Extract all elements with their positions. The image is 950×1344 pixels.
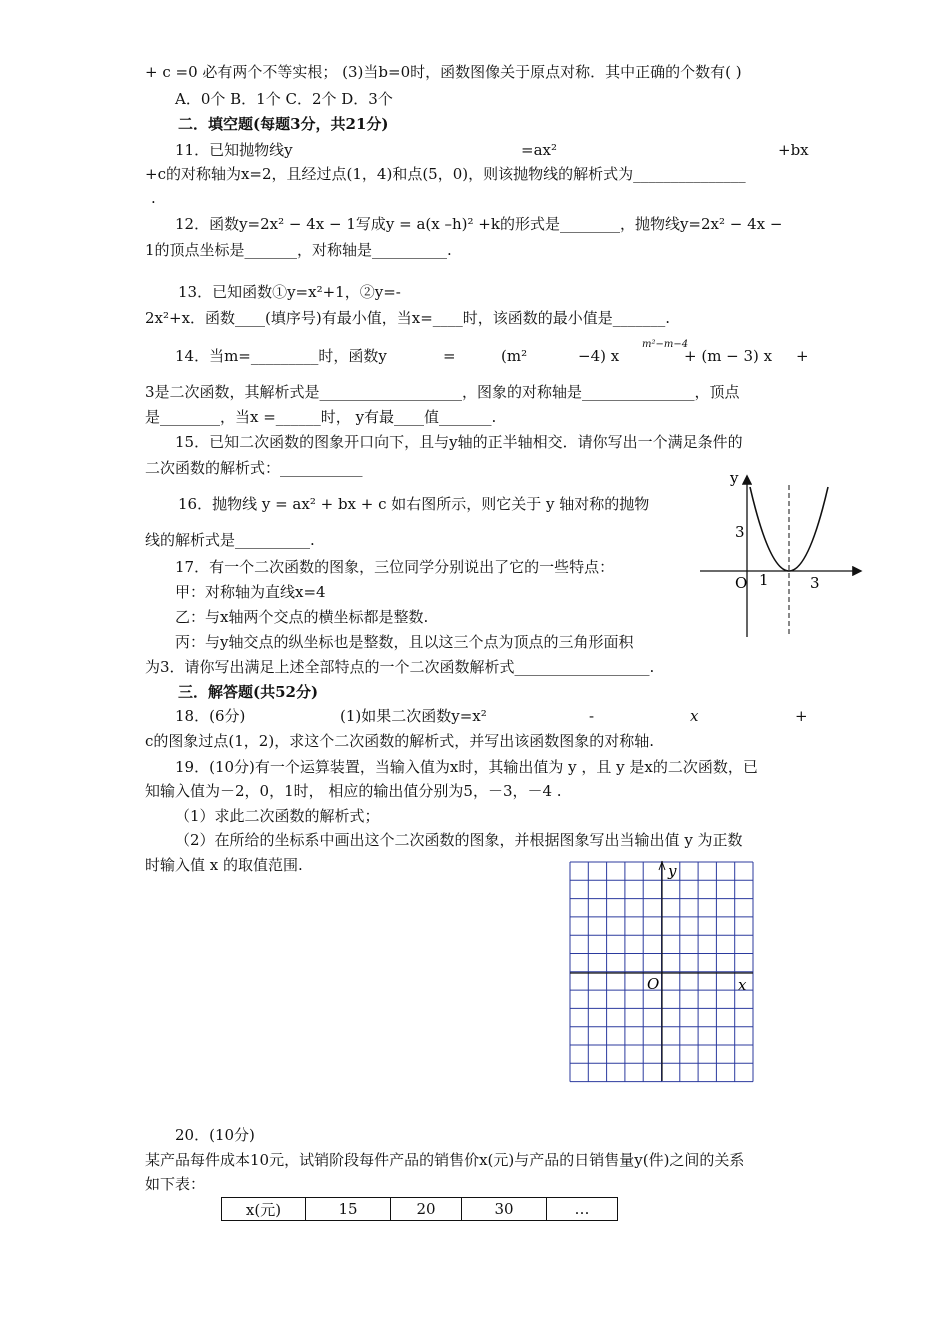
q17-jia: 甲：对称轴为直线x=4 [175, 583, 326, 601]
q16-line1: 16．抛物线 y = ax² + bx + c 如右图所示，则它关于 y 轴对称的抛物 [178, 495, 650, 513]
y-axis-label: y [730, 469, 739, 487]
q19-line1: 19．(10分)有一个运算装置，当输入值为x时，其输出值为 y ，且 y 是x的二次函数，已 [175, 758, 758, 776]
q17-line1: 17．有一个二次函数的图象，三位同学分别说出了它的一些特点： [175, 558, 615, 576]
section-heading-solve: 三．解答题(共52分) [178, 683, 319, 701]
q13-line2: 2x²+x．函数____(填序号)有最小值，当x=____时，该函数的最小值是_______. [145, 309, 671, 327]
q16-line2: 线的解析式是__________. [145, 531, 315, 549]
q14-start: 14．当m=_________时，函数y [175, 347, 387, 365]
q15-line2: 二次函数的解析式：___________ [145, 459, 363, 477]
q18-x: x [690, 707, 699, 725]
table-cell-header: x(元) [222, 1198, 306, 1221]
origin-label: O [735, 574, 748, 592]
grid-x-label: x [738, 976, 747, 994]
grid-figure [568, 860, 755, 1085]
q12-line2: 1的顶点坐标是_______，对称轴是__________. [145, 241, 452, 259]
q18-plus: + [795, 707, 808, 725]
q20-line2: 某产品每件成本10元，试销阶段每件产品的销售价x(元)与产品的日销售量y(件)之间的关系 [145, 1151, 745, 1169]
q19-line2: 知输入值为－2，0，1时， 相应的输出值分别为5，－3，－4 . [145, 782, 562, 800]
q14-m2: (m² [501, 347, 528, 365]
table-cell: … [547, 1198, 618, 1221]
y-intercept-label: 3 [735, 523, 745, 541]
q14-exponent: m²−m−4 [642, 339, 689, 350]
q10-options: A．0个 B．1个 C．2个 D．3个 [175, 90, 393, 108]
q17-last: 为3．请你写出满足上述全部特点的一个二次函数解析式__________________. [145, 658, 655, 676]
q19-part2-cont: 时输入值 x 的取值范围. [145, 856, 303, 874]
q19-part2: （2）在所给的坐标系中画出这个二次函数的图象，并根据图象写出当输出值 y 为正数 [175, 831, 743, 849]
q11-line2: +c的对称轴为x=2，且经过点(1，4)和点(5，0)，则该抛物线的解析式为_______________ [145, 165, 746, 183]
q11-period: . [151, 189, 156, 207]
q15-line1: 15．已知二次函数的图象开口向下，且与y轴的正半轴相交．请你写出一个满足条件的 [175, 433, 743, 451]
q19-part1: （1）求此二次函数的解析式； [175, 807, 380, 825]
q20-line3: 如下表： [145, 1175, 206, 1193]
q11-mid: =ax² [521, 141, 557, 159]
q12-line1: 12．函数y=2x² − 4x − 1写成y = a(x –h)² +k的形式是________，抛物线y=2x² − 4x − [175, 215, 783, 233]
q18-start: 18．(6分) [175, 707, 246, 725]
x-tick-1: 1 [759, 571, 769, 589]
table-row [222, 1198, 618, 1221]
q10-continuation: + c =0 必有两个不等实根； (3)当b=0时，函数图像关于原点对称．其中正确的个数有( ) [145, 63, 742, 81]
section-heading-fill: 二．填空题(每题3分，共21分) [178, 115, 389, 133]
grid-origin-label: O [647, 975, 660, 993]
table-cell: 30 [462, 1198, 547, 1221]
table-cell: 15 [306, 1198, 391, 1221]
q14-plus: + [796, 347, 809, 365]
q18-func: (1)如果二次函数y=x² [340, 707, 487, 725]
q18-line2: c的图象过点(1，2)，求这个二次函数的解析式，并写出该函数图象的对称轴. [145, 732, 654, 750]
q18-minus: - [589, 707, 595, 725]
parabola-figure [695, 465, 870, 640]
q14-line3: 是________，当x =______时， y有最____值_______. [145, 408, 497, 426]
grid-y-label: y [668, 862, 677, 880]
q13-line1: 13．已知函数①y=x²+1，②y=- [178, 283, 401, 301]
q17-yi: 乙：与x轴两个交点的横坐标都是整数. [175, 608, 429, 626]
q11-start: 11．已知抛物线y [175, 141, 293, 159]
q17-bing: 丙：与y轴交点的纵坐标也是整数，且以这三个点为顶点的三角形面积 [175, 633, 634, 651]
q14-line2: 3是二次函数，其解析式是___________________，图象的对称轴是_______________，顶点 [145, 383, 740, 401]
q14-linear: + (m − 3) x [684, 347, 773, 365]
table-cell: 20 [391, 1198, 462, 1221]
price-table [221, 1197, 618, 1221]
q20-start: 20．(10分) [175, 1126, 255, 1144]
q11-end: +bx [778, 141, 809, 159]
q14-eq: = [443, 347, 456, 365]
q14-minus4: −4) x [578, 347, 620, 365]
x-tick-3: 3 [810, 574, 820, 592]
